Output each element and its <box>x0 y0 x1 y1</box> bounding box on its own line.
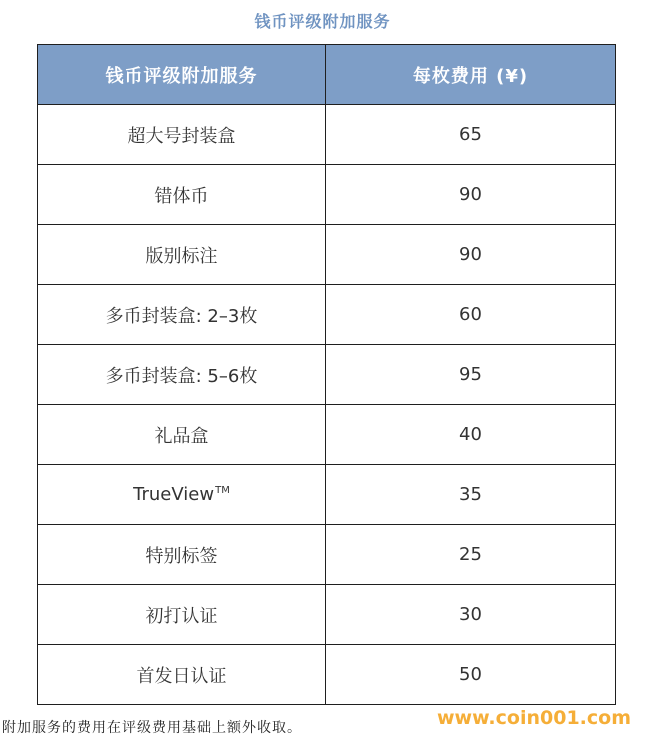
fee-cell: 25 <box>326 525 616 585</box>
fee-cell: 65 <box>326 105 616 165</box>
service-cell: 多币封装盒: 5–6枚 <box>38 345 326 405</box>
service-name: TrueView <box>133 484 215 505</box>
fee-cell: 40 <box>326 405 616 465</box>
table-row <box>38 345 616 405</box>
footnote: 附加服务的费用在评级费用基础上额外收取。 <box>2 720 302 736</box>
fee-cell: 35 <box>326 465 616 525</box>
table-row <box>38 165 616 225</box>
fee-cell: 95 <box>326 345 616 405</box>
fee-cell: 30 <box>326 585 616 645</box>
table-row <box>38 105 616 165</box>
service-cell: 多币封装盒: 2–3枚 <box>38 285 326 345</box>
trademark-symbol: TM <box>215 485 230 496</box>
fee-cell: 90 <box>326 165 616 225</box>
fee-table <box>37 44 616 705</box>
header-service: 钱币评级附加服务 <box>38 45 326 105</box>
service-cell: 首发日认证 <box>38 645 326 705</box>
table-row <box>38 225 616 285</box>
service-cell: 初打认证 <box>38 585 326 645</box>
fee-cell: 60 <box>326 285 616 345</box>
fee-cell: 50 <box>326 645 616 705</box>
header-fee: 每枚费用 (¥) <box>326 45 616 105</box>
fee-cell: 90 <box>326 225 616 285</box>
table-row <box>38 465 616 525</box>
service-cell: 礼品盒 <box>38 405 326 465</box>
watermark: www.coin001.com <box>436 707 631 729</box>
table-header-row <box>38 45 616 105</box>
service-cell: 版别标注 <box>38 225 326 285</box>
service-cell: 特别标签 <box>38 525 326 585</box>
page-title: 钱币评级附加服务 <box>254 12 391 31</box>
service-cell: 错体币 <box>38 165 326 225</box>
service-cell <box>38 465 326 525</box>
table-row <box>38 285 616 345</box>
table-row <box>38 645 616 705</box>
service-cell: 超大号封装盒 <box>38 105 326 165</box>
table-row <box>38 405 616 465</box>
table-row <box>38 585 616 645</box>
table-row <box>38 525 616 585</box>
